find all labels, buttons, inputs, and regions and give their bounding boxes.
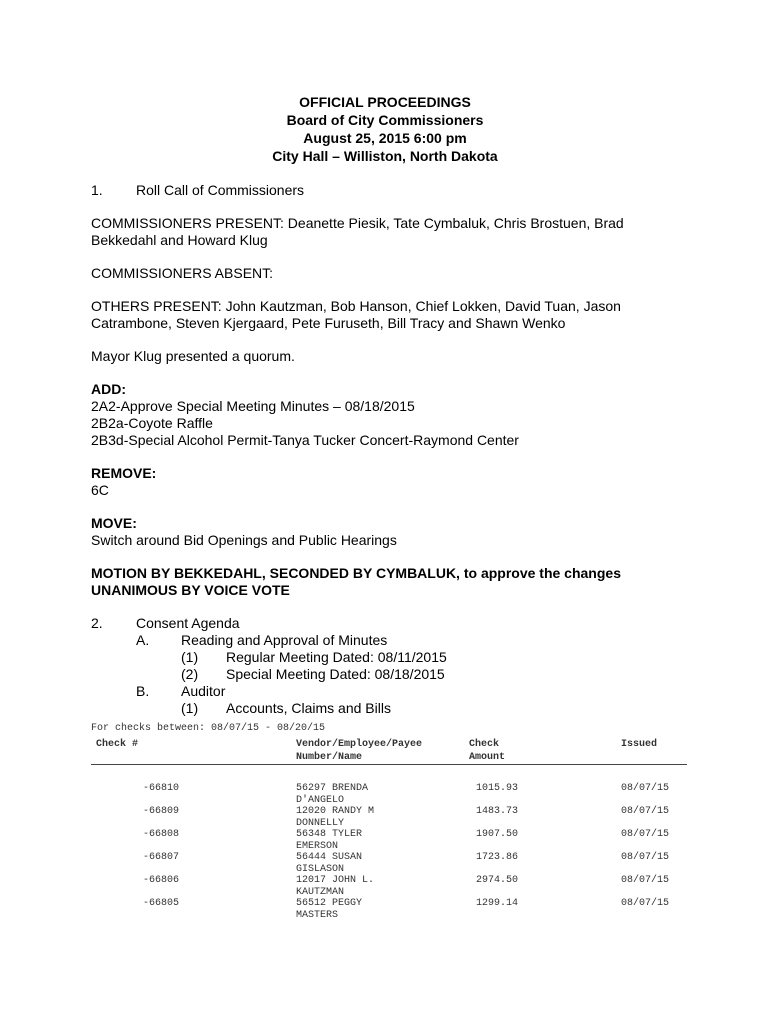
remove-item: 6C (91, 482, 109, 498)
table-row (91, 829, 687, 852)
issued-date: 08/07/15 (621, 852, 670, 863)
vendor-line-1: 56444 SUSAN (296, 852, 363, 863)
vendor-name (296, 852, 362, 876)
add-item: 2B2a-Coyote Raffle (91, 415, 213, 431)
title-line-2: Board of City Commissioners (286, 112, 484, 128)
vendor-line-2: MASTERS (296, 910, 339, 921)
sub-item-b (91, 683, 691, 700)
sub-item-b-text: Auditor (181, 683, 226, 699)
header-amount-line-1: Check (469, 739, 500, 750)
header-vendor-line-2: Number/Name (296, 752, 363, 763)
vendor-line-1: 56348 TYLER (296, 829, 363, 840)
sub-item-a1-number: (1) (181, 649, 199, 665)
commissioners-present: COMMISSIONERS PRESENT: Deanette Piesik, Tate Cymbaluk, Chris Brostuen, Brad Bekkedahl and Howard Klug (91, 215, 624, 248)
issued-date: 08/07/15 (621, 783, 670, 794)
vendor-line-2: D'ANGELO (296, 795, 345, 806)
table-row (91, 875, 687, 898)
sub-item-a-text: Reading and Approval of Minutes (181, 632, 388, 648)
check-number: -66805 (143, 898, 180, 909)
sub-item-a1-text: Regular Meeting Dated: 08/11/2015 (226, 649, 447, 665)
add-heading: ADD: (91, 381, 126, 397)
vendor-line-1: 56297 BRENDA (296, 783, 369, 794)
item-2-number: 2. (91, 615, 103, 631)
commissioners-absent: COMMISSIONERS ABSENT: (91, 265, 274, 281)
issued-date: 08/07/15 (621, 875, 670, 886)
header-amount (469, 738, 505, 764)
check-amount: 1723.86 (476, 852, 519, 863)
check-number: -66806 (143, 875, 180, 886)
remove-heading: REMOVE: (91, 465, 157, 481)
item-1-number: 1. (91, 182, 103, 198)
vendor-line-2: DONNELLY (296, 818, 345, 829)
check-amount: 1299.14 (476, 898, 519, 909)
check-amount: 2974.50 (476, 875, 519, 886)
vendor-line-1: 12017 JOHN L. (296, 875, 375, 886)
vendor-line-1: 56512 PEGGY (296, 898, 363, 909)
add-item: 2A2-Approve Special Meeting Minutes – 08/18/2015 (91, 398, 415, 414)
check-amount: 1483.73 (476, 806, 519, 817)
header-vendor-line-1: Vendor/Employee/Payee (296, 739, 423, 750)
table-row (91, 852, 687, 875)
checks-table (91, 722, 687, 921)
sub-item-a2-text: Special Meeting Dated: 08/18/2015 (226, 666, 445, 682)
others-present: OTHERS PRESENT: John Kautzman, Bob Hanson, Chief Lokken, David Tuan, Jason Catrambone, Steven Kjergaard, Pete Furuseth, Bill Tracy and Shawn Wenko (91, 298, 621, 331)
item-2-label: Consent Agenda (136, 615, 240, 631)
issued-date: 08/07/15 (621, 806, 670, 817)
checks-date-range: For checks between: 08/07/15 - 08/20/15 (91, 723, 326, 734)
header-amount-line-2: Amount (469, 752, 506, 763)
check-number: -66809 (143, 806, 180, 817)
vendor-name (296, 875, 374, 899)
sub-item-a2 (91, 666, 691, 683)
issued-date: 08/07/15 (621, 829, 670, 840)
table-row (91, 806, 687, 829)
vendor-line-2: EMERSON (296, 841, 339, 852)
sub-item-a1 (91, 649, 691, 666)
sub-item-a-label: A. (136, 632, 150, 648)
motion-line: MOTION BY BEKKEDAHL, SECONDED BY CYMBALUK, to approve the changes (91, 565, 621, 581)
sub-item-b-label: B. (136, 683, 150, 699)
vendor-name (296, 783, 368, 807)
header-vendor (296, 738, 422, 764)
title-line-1: OFFICIAL PROCEEDINGS (299, 94, 471, 110)
check-number: -66808 (143, 829, 180, 840)
vendor-line-2: KAUTZMAN (296, 887, 345, 898)
checks-table-header (91, 736, 687, 765)
quorum-statement: Mayor Klug presented a quorum. (91, 348, 295, 364)
sub-item-a (91, 632, 691, 649)
check-number: -66807 (143, 852, 180, 863)
move-heading: MOVE: (91, 515, 137, 531)
header-issued: Issued (621, 739, 658, 750)
check-amount: 1907.50 (476, 829, 519, 840)
vendor-name (296, 806, 374, 830)
title-line-3: August 25, 2015 6:00 pm (303, 130, 467, 146)
move-item: Switch around Bid Openings and Public Hearings (91, 532, 397, 548)
item-1-heading (91, 182, 691, 199)
item-2-heading (91, 615, 691, 632)
sub-item-a2-number: (2) (181, 666, 199, 682)
document-title (0, 93, 770, 165)
sub-item-b1 (91, 700, 691, 717)
vendor-line-2: GISLASON (296, 864, 345, 875)
issued-date: 08/07/15 (621, 898, 670, 909)
minutes-body (91, 182, 691, 717)
item-1-label: Roll Call of Commissioners (136, 182, 305, 198)
checks-table-body (91, 765, 687, 921)
sub-item-b1-text: Accounts, Claims and Bills (226, 700, 391, 716)
add-item: 2B3d-Special Alcohol Permit-Tanya Tucker Concert-Raymond Center (91, 432, 519, 448)
motion-result: UNANIMOUS BY VOICE VOTE (91, 582, 290, 598)
vendor-name (296, 898, 362, 922)
table-row (91, 898, 687, 921)
vendor-line-1: 12020 RANDY M (296, 806, 375, 817)
vendor-name (296, 829, 362, 853)
table-row (91, 783, 687, 806)
check-number: -66810 (143, 783, 180, 794)
check-amount: 1015.93 (476, 783, 519, 794)
sub-item-b1-number: (1) (181, 700, 199, 716)
header-check-number: Check # (96, 739, 139, 750)
title-line-4: City Hall – Williston, North Dakota (272, 148, 498, 164)
